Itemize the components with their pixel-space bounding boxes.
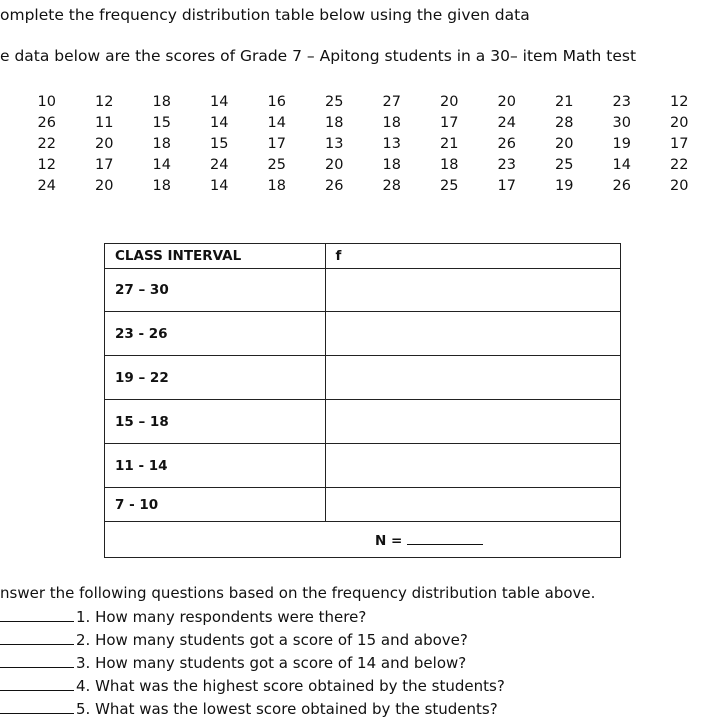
score-cell: 18	[152, 178, 171, 194]
question-item	[0, 630, 468, 649]
score-cell: 14	[210, 115, 229, 131]
score-cell: 11	[95, 115, 114, 131]
score-cell: 12	[670, 94, 689, 110]
data-description: e data below are the scores of Grade 7 – Apitong students in a 30– item Math test	[0, 47, 637, 65]
score-cell: 14	[210, 178, 229, 194]
score-cell: 26	[497, 136, 516, 152]
score-cell: 14	[612, 157, 631, 173]
class-interval: 27 – 30	[105, 269, 326, 312]
table-row	[105, 444, 621, 488]
score-cell: 19	[612, 136, 631, 152]
table-row	[105, 269, 621, 312]
score-cell: 24	[210, 157, 229, 173]
score-cell: 20	[497, 94, 516, 110]
score-row	[18, 155, 708, 176]
table-row	[105, 312, 621, 356]
score-cell: 19	[555, 178, 574, 194]
score-cell: 20	[95, 178, 114, 194]
score-cell: 28	[555, 115, 574, 131]
table-row	[105, 400, 621, 444]
score-cell: 25	[440, 178, 459, 194]
score-cell: 13	[325, 136, 344, 152]
score-cell: 18	[152, 94, 171, 110]
score-cell: 22	[37, 136, 56, 152]
instructions: omplete the frequency distribution table below using the given data	[0, 6, 530, 24]
score-cell: 23	[497, 157, 516, 173]
score-cell: 12	[37, 157, 56, 173]
score-cell: 26	[612, 178, 631, 194]
score-cell: 17	[95, 157, 114, 173]
question-item	[0, 607, 366, 626]
frequency-table	[104, 243, 621, 558]
score-cell: 12	[95, 94, 114, 110]
score-cell: 17	[440, 115, 459, 131]
question-item	[0, 653, 466, 672]
score-cell: 20	[95, 136, 114, 152]
frequency-cell[interactable]	[325, 400, 621, 444]
score-cell: 17	[670, 136, 689, 152]
frequency-cell[interactable]	[325, 312, 621, 356]
total-row	[325, 522, 621, 558]
score-cell: 25	[325, 94, 344, 110]
frequency-cell[interactable]	[325, 356, 621, 400]
score-cell: 28	[382, 178, 401, 194]
answer-blank[interactable]	[0, 699, 74, 714]
question-text: 2. How many students got a score of 15 and above?	[76, 631, 468, 649]
score-row	[18, 113, 708, 134]
question-text: 4. What was the highest score obtained by the students?	[76, 677, 505, 695]
score-cell: 17	[267, 136, 286, 152]
score-cell: 24	[37, 178, 56, 194]
frequency-cell[interactable]	[325, 488, 621, 522]
table-row	[105, 488, 621, 522]
score-cell: 22	[670, 157, 689, 173]
score-cell: 21	[555, 94, 574, 110]
score-cell: 23	[612, 94, 631, 110]
score-cell: 18	[325, 115, 344, 131]
score-cell: 26	[37, 115, 56, 131]
total-label: N =	[375, 533, 403, 549]
score-cell: 20	[325, 157, 344, 173]
answer-blank[interactable]	[0, 676, 74, 691]
class-interval: 15 – 18	[105, 400, 326, 444]
score-cell: 20	[440, 94, 459, 110]
score-cell: 18	[382, 157, 401, 173]
score-cell: 18	[440, 157, 459, 173]
score-cell: 20	[555, 136, 574, 152]
score-cell: 20	[670, 178, 689, 194]
question-text: 1. How many respondents were there?	[76, 608, 367, 626]
score-cell: 20	[670, 115, 689, 131]
header-class-interval: CLASS INTERVAL	[105, 244, 326, 269]
score-cell: 27	[382, 94, 401, 110]
score-cell: 15	[152, 115, 171, 131]
class-interval: 11 - 14	[105, 444, 326, 488]
score-cell: 16	[267, 94, 286, 110]
score-row	[18, 176, 708, 197]
class-interval: 23 - 26	[105, 312, 326, 356]
score-row	[18, 92, 708, 113]
score-cell: 26	[325, 178, 344, 194]
score-cell: 25	[555, 157, 574, 173]
score-cell: 14	[210, 94, 229, 110]
score-cell: 15	[210, 136, 229, 152]
scores-grid	[18, 92, 708, 197]
score-cell: 18	[152, 136, 171, 152]
score-cell: 14	[267, 115, 286, 131]
question-text: 3. How many students got a score of 14 and below?	[76, 654, 467, 672]
frequency-cell[interactable]	[325, 269, 621, 312]
class-interval: 19 – 22	[105, 356, 326, 400]
score-cell: 14	[152, 157, 171, 173]
answer-blank[interactable]	[0, 607, 74, 622]
question-item	[0, 676, 505, 695]
answer-blank[interactable]	[0, 630, 74, 645]
score-cell: 17	[497, 178, 516, 194]
total-blank[interactable]	[407, 530, 483, 545]
score-cell: 25	[267, 157, 286, 173]
question-text: 5. What was the lowest score obtained by the students?	[76, 700, 498, 718]
class-interval: 7 - 10	[105, 488, 326, 522]
score-row	[18, 134, 708, 155]
header-f: f	[325, 244, 621, 269]
score-cell: 21	[440, 136, 459, 152]
frequency-cell[interactable]	[325, 444, 621, 488]
question-item	[0, 699, 498, 718]
score-cell: 18	[267, 178, 286, 194]
score-cell: 30	[612, 115, 631, 131]
answer-blank[interactable]	[0, 653, 74, 668]
table-row	[105, 356, 621, 400]
score-cell: 10	[37, 94, 56, 110]
questions-intro: nswer the following questions based on the frequency distribution table above.	[0, 584, 596, 602]
score-cell: 24	[497, 115, 516, 131]
score-cell: 18	[382, 115, 401, 131]
score-cell: 13	[382, 136, 401, 152]
